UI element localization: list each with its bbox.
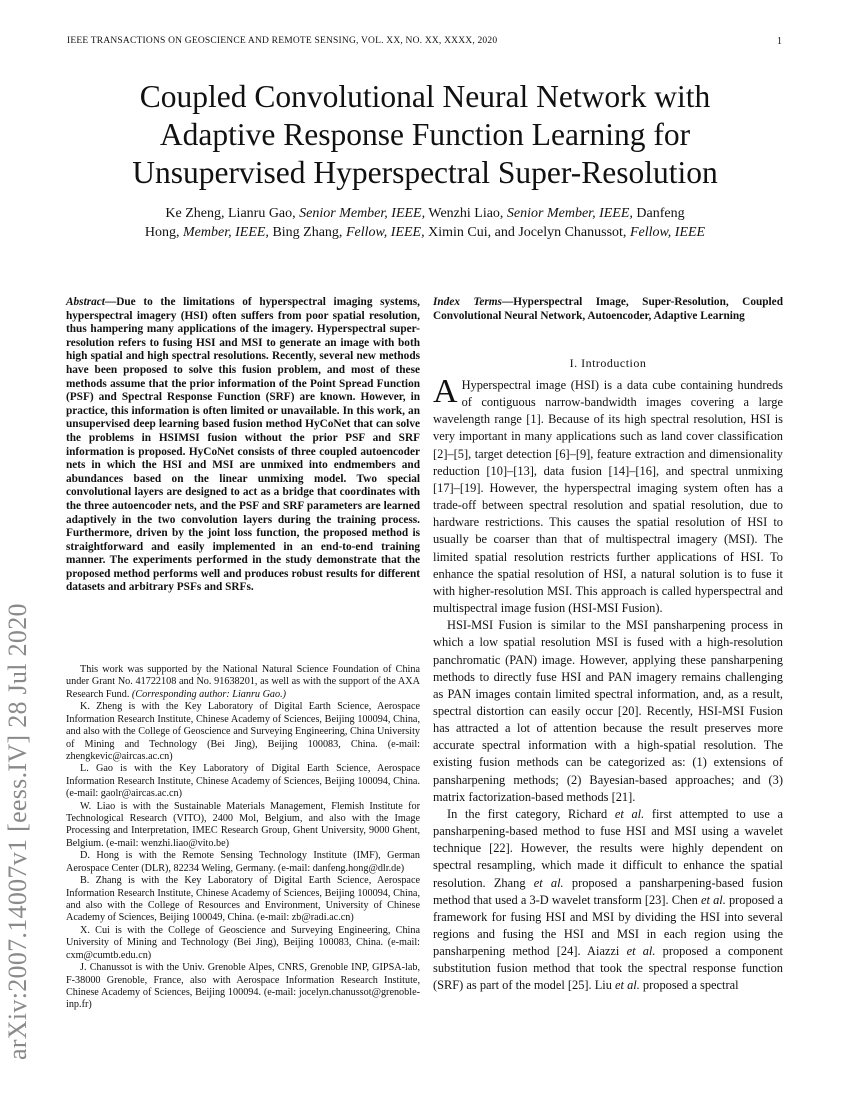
author-membership: Senior Member, IEEE, xyxy=(506,206,633,221)
index-terms-label: Index Terms xyxy=(433,296,502,308)
author-names: Wenzhi Liao, xyxy=(425,206,507,221)
author-line xyxy=(90,223,760,242)
abstract-label: Abstract xyxy=(66,296,105,308)
paragraph-italic: et al. xyxy=(626,944,656,959)
paragraph-italic: et al. xyxy=(533,875,564,890)
paper-title xyxy=(40,78,810,192)
index-terms-text: —Hyperspectral Image, Super-Resolution, Coupled Convolutional Neural Network, Autoencoder, Adaptive Learning xyxy=(433,296,783,322)
author-membership: Fellow, IEEE, xyxy=(345,225,425,240)
author-names: Bing Zhang, xyxy=(268,225,346,240)
footnote xyxy=(66,664,420,701)
drop-cap: A xyxy=(433,373,458,410)
footnote: B. Zhang is with the Key Laboratory of Digital Earth Science, Aerospace Information Research Institute, Chinese Academy of Sciences, Beijing 100094, China, and also with the College of Resources and Environment, University of Chinese Academy of Sciences, Beijing 100049, China. (e-mail: zb@radi.ac.cn) xyxy=(66,875,420,924)
paragraph-italic: et al. xyxy=(615,978,640,993)
abstract xyxy=(66,296,420,595)
paragraph: HSI-MSI Fusion is similar to the MSI pansharpening process in which a low spatial resolution MSI is fused with a high-resolution panchromatic (PAN) image. However, applying these pansharpening methods to directly fuse HSI and PAN imagery remains challenging as PAN images contain limited spectral information, and, as a result, spectral distortion can easily occur [20]. Recently, HSI-MSI Fusion has attracted a lot of attention because the result preserves more accurate spectral information with a high-spatial resolution. The existing fusion methods can be categorized as: (1) extensions of pansharpening methods; (2) Bayesian-based approaches; and (3) matrix factorization-based methods [21]. xyxy=(433,618,783,804)
footnote: L. Gao is with the Key Laboratory of Digital Earth Science, Aerospace Information Research Institute, Chinese Academy of Sciences, Beijing 100094, China. (e-mail: gaolr@aircas.ac.cn) xyxy=(66,763,420,800)
author-membership: Member, IEEE, xyxy=(183,225,269,240)
author-membership: Senior Member, IEEE, xyxy=(299,206,426,221)
arxiv-stamp: arXiv:2007.14007v1 [eess.IV] 28 Jul 2020 xyxy=(3,603,32,1060)
running-head: IEEE TRANSACTIONS ON GEOSCIENCE AND REMOTE SENSING, VOL. XX, NO. XX, XXXX, 2020 xyxy=(67,36,498,46)
paragraph-text: proposed a component substitution fusion method that took the spectral response function (SRF) as part of the model [25]. Liu xyxy=(433,944,784,993)
paragraph-italic: et al. xyxy=(701,892,726,907)
paragraph-text: proposed a spectral xyxy=(639,978,739,993)
author-line xyxy=(90,204,760,223)
paragraph-text: In the first category, Richard xyxy=(447,806,615,821)
footnote: J. Chanussot is with the Univ. Grenoble Alpes, CNRS, Grenoble INP, GIPSA-lab, F-38000 Grenoble, France, also with Aerospace Information Research Institute, Chinese Academy of Sciences, Beijing 100094. (e-mail: jocelyn.chanussot@grenoble-inp.fr) xyxy=(66,962,420,1011)
author-names: Ke Zheng, Lianru Gao, xyxy=(165,206,300,221)
footnote-text: This work was supported by the National Natural Science Foundation of China under Grant No. 41722108 and No. 91638201, as well as with the support of the AXA Research Fund. xyxy=(66,664,420,700)
paragraph xyxy=(433,373,783,617)
author-list xyxy=(90,204,760,242)
section-heading: I. Introduction xyxy=(569,356,647,370)
paragraph xyxy=(433,806,783,995)
title-line: Unsupervised Hyperspectral Super-Resolution xyxy=(132,155,718,190)
title-line: Coupled Convolutional Neural Network with xyxy=(139,79,711,114)
paragraph-text: proposed a framework for fusing HSI and MSI by dividing the HSI into several regions and fusing the HSI and MSI in each region using the pansharpening method [24]. Aiazzi xyxy=(433,892,783,959)
footnote: X. Cui is with the College of Geoscience and Surveying Engineering, China University of Mining and Technology (Bei Jing), Beijing 100083, China. (e-mail: cxm@cumtb.edu.cn) xyxy=(66,924,420,961)
title-line: Adaptive Response Function Learning for xyxy=(159,117,691,152)
paragraph-text: Hyperspectral image (HSI) is a data cube containing hundreds of contiguous narrow-bandwidth images covering a large wavelength range [1]. Because of its high spectral resolution, HSI is very important in many applications such as land cover classification [2]–[5], target detection [6]–[9], feature extraction and dimensionality reduction [10]–[13], data fusion [14]–[16], and spectral unmixing [17]–[19]. However, the hyperspectral imaging system often has a trade-off between spectral resolution and spatial resolution, due to hardware restrictions. This causes the spatial resolution of HSI to usually be coarser than that of multispectral imagery (MSI). The limited spatial resolution restricts further applications of HSI. To enhance the spatial resolution of HSI, a natural solution is to fuse it with higher-resolution MSI. This approach is called hyperspectral and multispectral image fusion (HSI-MSI Fusion). xyxy=(433,378,783,616)
paragraph-italic: et al. xyxy=(614,806,645,821)
footnote: D. Hong is with the Remote Sensing Technology Institute (IMF), German Aerospace Center (DLR), 82234 Weling, Germany. (e-mail: danfeng.hong@dlr.de) xyxy=(66,850,420,874)
paragraph-text: first attempted to use a pansharpening-based method to fuse HSI and MSI using a wavelet technique [22]. However, the results were highly dependent on spectral resampling, which made it difficult to enhance the spatial resolution. Zhang xyxy=(433,806,783,890)
footnote: W. Liao is with the Sustainable Materials Management, Flemish Institute for Technological Research (VITO), 2400 Mol, Belgium, and also with the Image Processing and Interpretation, IMEC Research Group, Ghent University, 9000 Ghent, Belgium. (e-mail: wenzhi.liao@vito.be) xyxy=(66,800,420,849)
abstract-text: —Due to the limitations of hyperspectral imaging systems, hyperspectral imagery (HSI) often suffers from poor spatial resolution, thus hampering many applications of the imagery. Hyperspectral super-resolution refers to fusing HSI and MSI to generate an image with both high spatial and high spectral resolutions. Recently, several new methods have been proposed to solve this fusion problem, and most of these methods assume that the prior information of the Point Spread Function (PSF) and Spectral Response Function (SRF) are known. However, in practice, this information is often limited or unavailable. In this work, an unsupervised deep learning based fusion method HyCoNet that can solve the problems in HSIMSI fusion without the prior PSF and SRF information is proposed. HyCoNet consists of three coupled autoencoder nets in which the HSI and MSI are unmixed into endmembers and abundances based on the linear unmixing model. Two special convolutional layers are designed to act as a bridge that coordinates with the three autoencoder nets, and the PSF and SRF parameters are learned adaptively in the two convolution layers during the training process. Furthermore, driven by the joint loss function, the proposed method is straightforward and easily implemented in an end-to-end training manner. The experiments performed in the study demonstrate that the proposed method performs well and produces robust results for different datasets and arbitrary PSFs and SRFs. xyxy=(66,296,420,594)
author-names: Danfeng xyxy=(632,206,685,221)
footnote-italic: (Corresponding author: Lianru Gao.) xyxy=(131,688,287,700)
footnote: K. Zheng is with the Key Laboratory of Digital Earth Science, Aerospace Information Research Institute, Chinese Academy of Sciences, Beijing 100094, China, and also with the College of Geoscience and Surveying Engineering, China University of Mining and Technology (Bei Jing), Beijing 100083, China. (e-mail: zhengkevic@aircas.ac.cn) xyxy=(66,701,420,762)
author-membership: Fellow, IEEE xyxy=(629,225,706,240)
paragraph-text: proposed a pansharpening-based fusion method that used a 3-D wavelet transform [23]. Chen xyxy=(433,875,784,907)
index-terms xyxy=(433,296,783,323)
footnotes xyxy=(66,664,420,1012)
author-names: Ximin Cui, and Jocelyn Chanussot, xyxy=(424,225,630,240)
author-names: Hong, xyxy=(144,225,184,240)
page-number: 1 xyxy=(777,36,782,47)
introduction xyxy=(433,373,784,995)
